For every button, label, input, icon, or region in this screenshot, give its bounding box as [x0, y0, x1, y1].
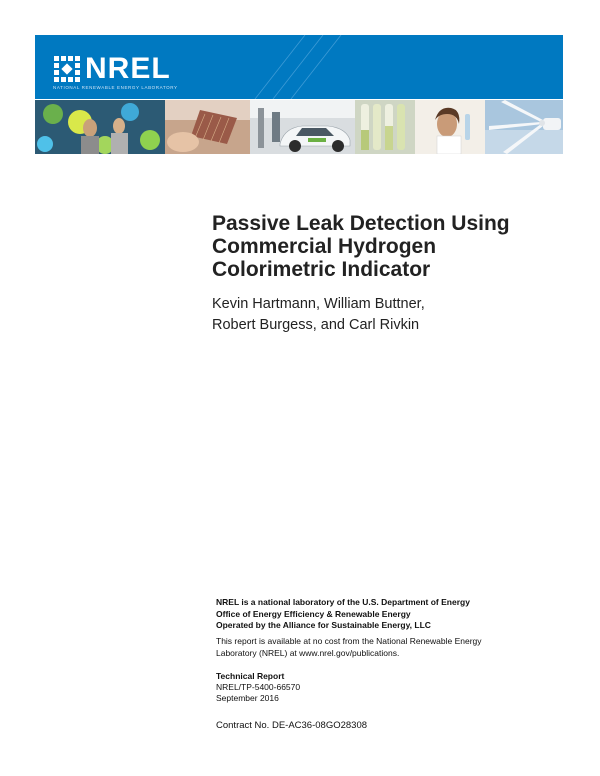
contract-number: Contract No. DE-AC36-08GO28308	[216, 720, 368, 731]
photo-scientists	[35, 100, 165, 154]
report-title	[212, 212, 552, 281]
report-type: Technical Report	[216, 671, 285, 681]
photo-lab-tubes	[355, 100, 415, 154]
availability-line: Laboratory (NREL) at www.nrel.gov/publications.	[216, 647, 400, 658]
photo-wind-turbine	[485, 100, 563, 154]
logo-text: NREL	[85, 52, 171, 85]
photo-vehicle-lab	[250, 100, 355, 154]
title-line: Colorimetric Indicator	[212, 258, 431, 281]
report-number: NREL/TP-5400-66570	[216, 682, 301, 692]
authors	[212, 294, 425, 336]
logo-subtitle: NATIONAL RENEWABLE ENERGY LABORATORY	[53, 85, 178, 90]
report-info	[216, 671, 300, 704]
author-line: Robert Burgess, and Carl Rivkin	[212, 317, 420, 333]
availability-line: This report is available at no cost from the National Renewable Energy	[216, 636, 482, 646]
nrel-logo	[53, 51, 171, 87]
author-line: Kevin Hartmann, William Buttner,	[212, 296, 425, 312]
lab-line: Operated by the Alliance for Sustainable Energy, LLC	[216, 620, 431, 630]
report-date: September 2016	[216, 693, 279, 703]
lab-line: NREL is a national laboratory of the U.S. Department of Energy	[216, 597, 470, 607]
availability-note	[216, 636, 546, 659]
photo-researcher	[415, 100, 485, 154]
header-banner	[35, 35, 563, 99]
lab-statement	[216, 597, 470, 632]
title-line: Commercial Hydrogen	[212, 235, 437, 258]
nrel-logo-mark-icon	[53, 55, 81, 83]
title-line: Passive Leak Detection Using	[212, 212, 510, 235]
lab-line: Office of Energy Efficiency & Renewable Energy	[216, 608, 411, 619]
photo-solar-cell	[165, 100, 250, 154]
photo-strip	[35, 100, 563, 154]
